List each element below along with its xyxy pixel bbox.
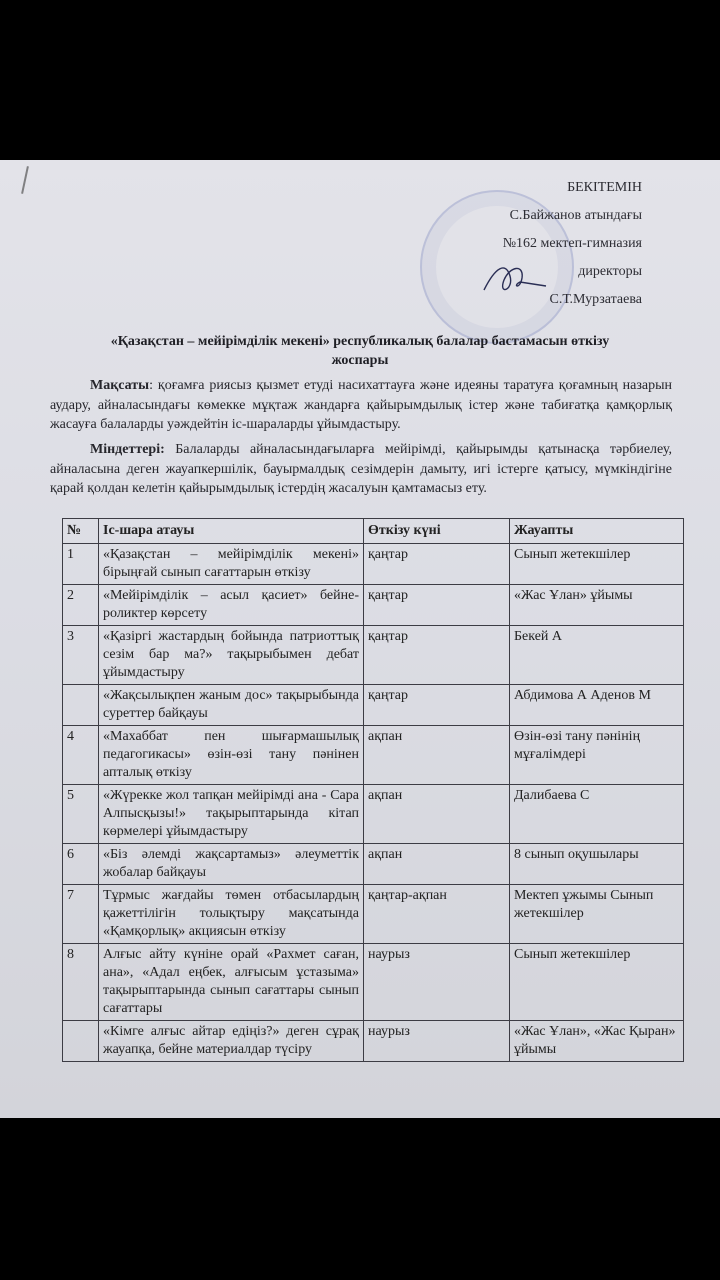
row-num: 7 [63,885,99,944]
row-date: қаңтар [364,585,510,626]
title-line-1: «Қазақстан – мейірімділік мекені» республикалық балалар бастамасын өткізу [110,334,610,349]
row-num: 5 [63,785,99,844]
plan-table [62,518,684,1062]
approval-line-2: №162 мектеп-гимназия [502,236,642,251]
row-event: «Мейірімділік – асыл қасиет» бейне-роликтер көрсету [99,585,364,626]
row-num: 4 [63,726,99,785]
table-row [63,885,684,944]
row-date: қаңтар-ақпан [364,885,510,944]
header-event: Іс-шара атауы [99,519,364,544]
approval-line-3: директоры [578,264,642,279]
approval-heading: БЕКІТЕМІН [567,180,642,195]
row-date: қаңтар [364,544,510,585]
row-num: 1 [63,544,99,585]
row-responsible: «Жас Ұлан», «Жас Қыран» ұйымы [510,1021,684,1062]
row-responsible: «Жас Ұлан» ұйымы [510,585,684,626]
row-date: ақпан [364,785,510,844]
row-num: 3 [63,626,99,685]
document-title [60,332,660,370]
row-date: қаңтар [364,626,510,685]
row-date: наурыз [364,1021,510,1062]
title-line-2: жоспары [331,353,389,368]
row-num: 6 [63,844,99,885]
row-num: 2 [63,585,99,626]
row-responsible: Өзін-өзі тану пәнінің мұғалімдері [510,726,684,785]
row-event: «Жақсылықпен жаным дос» тақырыбында суреттер байқауы [99,685,364,726]
table-row [63,626,684,685]
tasks-paragraph [50,440,672,499]
row-responsible: 8 сынып оқушылары [510,844,684,885]
row-responsible: Сынып жетекшілер [510,544,684,585]
row-date: ақпан [364,726,510,785]
document-page [0,160,720,1118]
row-responsible: Абдимова А Аденов М [510,685,684,726]
row-event: «Қазіргі жастардың бойында патриоттық сезім бар ма?» тақырыбымен дебат ұйымдастыру [99,626,364,685]
table-row [63,544,684,585]
row-date: қаңтар [364,685,510,726]
header-num: № [63,519,99,544]
row-num: 8 [63,944,99,1021]
row-event: «Кімге алғыс айтар едіңіз?» деген сұрақ жауапқа, бейне материалдар түсіру [99,1021,364,1062]
header-responsible: Жауапты [510,519,684,544]
row-event: «Жүрекке жол тапқан мейірімді ана - Сара Алпысқызы!» тақырыптарында кітап көрмелері ұйымдастыру [99,785,364,844]
row-date: ақпан [364,844,510,885]
row-num [63,1021,99,1062]
pen-mark [21,166,29,194]
goal-paragraph [50,376,672,435]
table-row [63,844,684,885]
table-row [63,685,684,726]
approval-line-4: С.Т.Мурзатаева [549,292,642,307]
table-row [63,785,684,844]
row-responsible: Мектеп ұжымы Сынып жетекшілер [510,885,684,944]
table-row [63,726,684,785]
row-event: Алғыс айту күніне орай «Рахмет саған, ана», «Адал еңбек, алғысым ұстазыма» тақырыптарында сынып сағаттары сынып сағаттары [99,944,364,1021]
tasks-text: Балаларды айналасындағыларға мейірімді, қайырымды қатынасқа тәрбиелеу, айналасына деген жауапкершілік, бауырмалдық сезімдерін дамыту, игі істерге қатысу, мүмкіндігіне қарай қолдан келетін қайырымдылық істердің жасалуын қамтамасыз ету. [50,442,672,496]
goal-label: Мақсаты [90,378,150,393]
row-event: Тұрмыс жағдайы төмен отбасылардың қажеттілігін толықтыру мақсатында «Қамқорлық» акциясын өткізу [99,885,364,944]
approval-block [503,174,642,314]
goal-text: : қоғамға риясыз қызмет етуді насихаттауға және идеяны таратуға қоғамның назарын аудару, айналасындағы көмекке мұқтаж жандарға қайырымдылық істер және табиғатқа қамқорлық жасауға балаларды уәждейтін іс-шараларды ұйымдастыру. [50,378,672,432]
table-row [63,585,684,626]
row-responsible: Бекей А [510,626,684,685]
approval-line-1: С.Байжанов атындағы [509,208,642,223]
table-row [63,1021,684,1062]
row-event: «Қазақстан – мейірімділік мекені» бірыңғай сынып сағаттарын өткізу [99,544,364,585]
row-event: «Біз әлемді жақсартамыз» әлеуметтік жобалар байқауы [99,844,364,885]
header-date: Өткізу күні [364,519,510,544]
row-date: наурыз [364,944,510,1021]
row-num [63,685,99,726]
tasks-label: Міндеттері: [90,442,165,457]
row-event: «Махаббат пен шығармашылық педагогикасы» өзін-өзі тану пәнінен апталық өткізу [99,726,364,785]
table-header-row [63,519,684,544]
row-responsible: Далибаева С [510,785,684,844]
table-row [63,944,684,1021]
row-responsible: Сынып жетекшілер [510,944,684,1021]
